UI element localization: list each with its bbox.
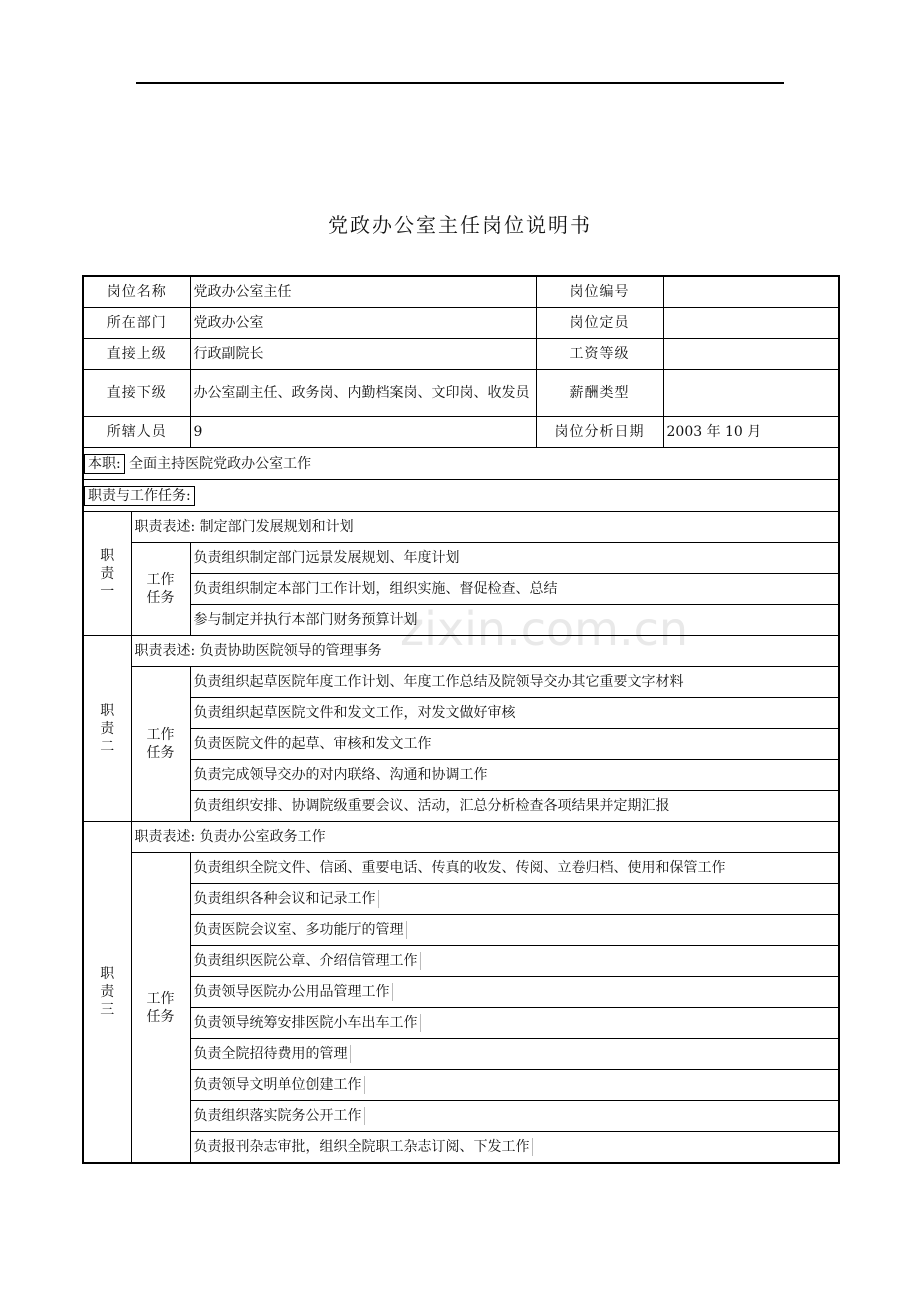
field-label: 岗位编号 [536, 276, 663, 308]
field-value: 党政办公室主任 [190, 276, 536, 308]
duty-statement: 职责表述: 制定部门发展规划和计划 [131, 512, 839, 543]
task-text: 负责领导文明单位创建工作 [194, 1076, 365, 1094]
task-item [190, 853, 839, 884]
field-value [663, 339, 839, 370]
table-row [83, 417, 839, 448]
table-row [83, 1039, 839, 1070]
benzhi-label: 本职: [84, 454, 125, 474]
task-item [190, 574, 839, 605]
field-value [663, 308, 839, 339]
field-label: 工资等级 [536, 339, 663, 370]
task-text: 负责组织安排、协调院级重要会议、活动，汇总分析检查各项结果并定期汇报 [193, 798, 670, 814]
table-row [83, 822, 839, 853]
task-item [190, 977, 839, 1008]
table-row [83, 1008, 839, 1039]
field-label: 所在部门 [83, 308, 190, 339]
task-item [190, 946, 839, 977]
table-row [83, 543, 839, 574]
benzhi-row [83, 448, 839, 480]
duty-name: 职 责 二 [83, 636, 131, 822]
duty-name: 职 责 三 [83, 822, 131, 1164]
field-label: 薪酬类型 [536, 370, 663, 417]
table-row [83, 667, 839, 698]
field-value: 行政副院长 [190, 339, 536, 370]
table-row [83, 977, 839, 1008]
table-row [83, 791, 839, 822]
task-text: 参与制定并执行本部门财务预算计划 [193, 612, 418, 628]
field-value [663, 276, 839, 308]
task-item [190, 791, 839, 822]
duty-name: 职 责 一 [83, 512, 131, 636]
table-row [83, 480, 839, 512]
field-value: 党政办公室 [190, 308, 536, 339]
table-row [83, 339, 839, 370]
table-row [83, 605, 839, 636]
task-text: 负责领导医院办公用品管理工作 [194, 983, 393, 1001]
task-item [190, 698, 839, 729]
top-rule [136, 82, 784, 84]
task-item [190, 915, 839, 946]
task-text: 负责组织起草医院年度工作计划、年度工作总结及院领导交办其它重要文字材料 [193, 674, 684, 690]
task-text: 负责医院文件的起草、审核和发文工作 [193, 736, 432, 752]
field-value: 9 [190, 417, 536, 448]
table-row [83, 698, 839, 729]
task-text: 负责组织落实院务公开工作 [194, 1107, 365, 1125]
document-title: 党政办公室主任岗位说明书 [328, 213, 592, 237]
field-value: 办公室副主任、政务岗、内勤档案岗、文印岗、收发员 [190, 370, 536, 417]
table-row [83, 636, 839, 667]
table-row [83, 760, 839, 791]
task-item [190, 729, 839, 760]
table-row [83, 884, 839, 915]
duties-header [83, 480, 839, 512]
task-label: 工作 任务 [131, 853, 190, 1164]
field-label: 所辖人员 [83, 417, 190, 448]
table-row [83, 512, 839, 543]
field-label: 岗位分析日期 [536, 417, 663, 448]
field-label: 岗位名称 [83, 276, 190, 308]
field-label: 直接下级 [83, 370, 190, 417]
job-description-table [82, 275, 840, 1164]
field-value: 2003 年 10 月 [663, 417, 839, 448]
task-item [190, 760, 839, 791]
task-item [190, 543, 839, 574]
table-row [83, 448, 839, 480]
task-item [190, 884, 839, 915]
task-text: 负责完成领导交办的对内联络、沟通和协调工作 [193, 767, 488, 783]
task-text: 负责报刊杂志审批，组织全院职工杂志订阅、下发工作 [194, 1138, 533, 1156]
task-text: 负责领导统筹安排医院小车出车工作 [194, 1014, 421, 1032]
task-item [190, 667, 839, 698]
task-text: 负责组织全院文件、信函、重要电话、传真的收发、传阅、立卷归档、使用和保管工作 [193, 860, 726, 876]
task-item [190, 1039, 839, 1070]
table-row [83, 1132, 839, 1164]
task-text: 负责组织制定部门远景发展规划、年度计划 [193, 550, 460, 566]
benzhi-text: 全面主持医院党政办公室工作 [129, 455, 312, 472]
task-text: 负责组织各种会议和记录工作 [194, 890, 379, 908]
task-item [190, 1008, 839, 1039]
task-item [190, 1070, 839, 1101]
task-label: 工作 任务 [131, 667, 190, 822]
duty-statement: 职责表述: 负责协助医院领导的管理事务 [131, 636, 839, 667]
table-row [83, 276, 839, 308]
task-text: 负责组织医院公章、介绍信管理工作 [194, 952, 421, 970]
task-text: 负责组织起草医院文件和发文工作，对发文做好审核 [193, 705, 516, 721]
table-row [83, 853, 839, 884]
table-row [83, 729, 839, 760]
task-item [190, 1101, 839, 1132]
field-value [663, 370, 839, 417]
task-label: 工作 任务 [131, 543, 190, 636]
duties-header-label: 职责与工作任务: [84, 486, 195, 506]
table-row [83, 1101, 839, 1132]
task-text: 负责全院招待费用的管理 [194, 1045, 351, 1063]
field-label: 岗位定员 [536, 308, 663, 339]
table-row [83, 915, 839, 946]
table-row [83, 946, 839, 977]
task-item [190, 1132, 839, 1164]
table-row [83, 1070, 839, 1101]
table-row [83, 370, 839, 417]
task-text: 负责医院会议室、多功能厅的管理 [194, 921, 407, 939]
table-row [83, 308, 839, 339]
task-item [190, 605, 839, 636]
table-row [83, 574, 839, 605]
task-text: 负责组织制定本部门工作计划，组织实施、督促检查、总结 [193, 581, 558, 597]
duty-statement: 职责表述: 负责办公室政务工作 [131, 822, 839, 853]
field-label: 直接上级 [83, 339, 190, 370]
watermark: zixin.com.cn [400, 602, 689, 656]
